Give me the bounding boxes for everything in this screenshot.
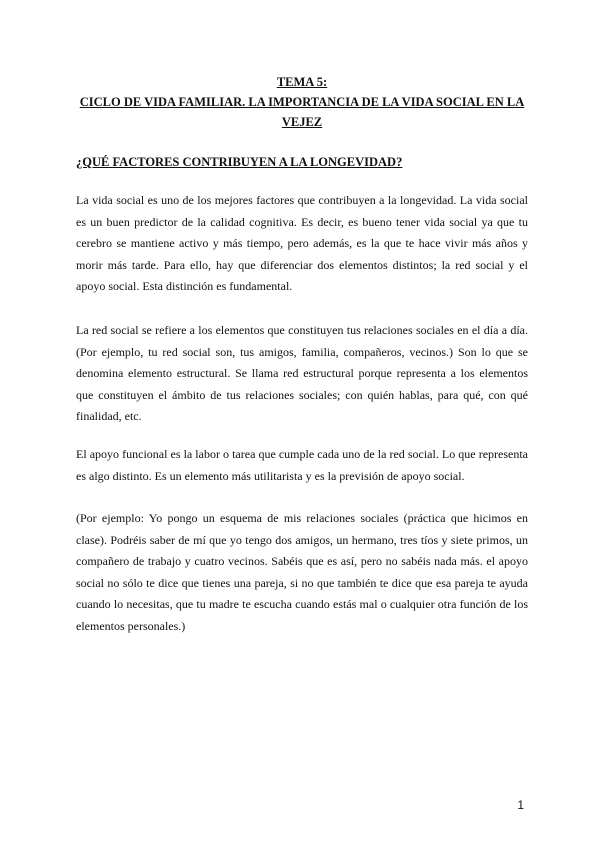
section-heading: ¿QUÉ FACTORES CONTRIBUYEN A LA LONGEVIDAD? — [76, 155, 403, 169]
page-number: 1 — [517, 798, 524, 812]
topic-label: TEMA 5: — [276, 75, 328, 89]
paragraph-vida-social: La vida social es uno de los mejores factores que contribuyen a la longevidad. La vida social es un buen predictor de la calidad cognitiva. Es decir, es bueno tener vida social ya que tu cerebro se mantiene activo y más tiempo, pero además, es la que te hace vivir más años y morir más tarde. Para ello, hay que diferenciar dos elementos distintos; la red social y el apoyo social. Esta distinción es fundamental. — [76, 193, 528, 294]
title-block — [76, 72, 528, 132]
paragraph-red-social: La red social se refiere a los elementos que constituyen tus relaciones sociales en el día a día. (Por ejemplo, tu red social son, tus amigos, familia, compañeros, vecinos.) Son lo que se denomina elemento estructural. Se llama red estructural porque representa a los elementos que constituyen el ámbito de tus relaciones sociales; con quién hablas, para qué, con qué finalidad, etc. — [76, 323, 528, 424]
paragraph-apoyo-funcional: El apoyo funcional es la labor o tarea que cumple cada uno de la red social. Lo que representa es algo distinto. Es un elemento más utilitarista y es la previsión de apoyo social. — [76, 447, 528, 483]
document-title: CICLO DE VIDA FAMILIAR. LA IMPORTANCIA DE LA VIDA SOCIAL EN LA VEJEZ — [79, 95, 525, 129]
paragraph-ejemplo: (Por ejemplo: Yo pongo un esquema de mis relaciones sociales (práctica que hicimos en clase). Podréis saber de mí que yo tengo dos amigos, un hermano, tres tíos y siete primos, un compañero de trabajo y cuatro vecinos. Sabéis que es así, pero no sabéis nada más. el apoyo social no sólo te dice que tienes una pareja, si no que también te dice que esa pareja te ayuda cuando lo necesitas, que tu madre te escucha cuando estás mal o cualquier otra función de los elementos personales.) — [76, 511, 528, 633]
